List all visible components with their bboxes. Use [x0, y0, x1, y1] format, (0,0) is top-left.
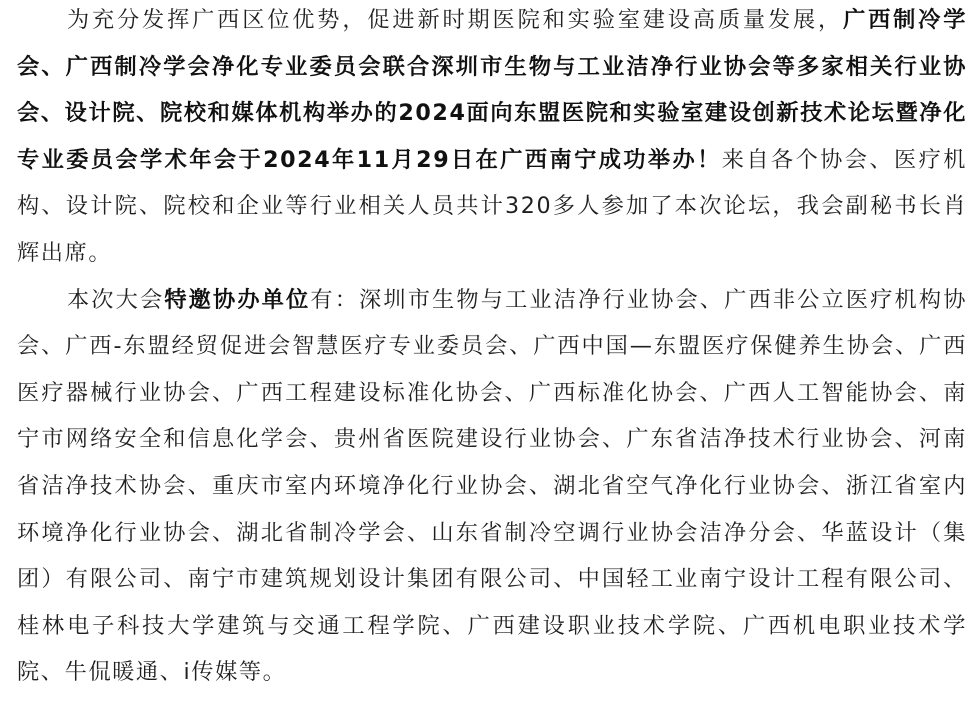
- summary-bold-text: 广西制冷学会、广西制冷学会净化专业委员会联合深圳市生物与工业洁净行业协会等多家相关行业协会、设计院、院校和媒体机构举办的2024面向东盟医院和实验室建设创新技术论坛暨净化专业委员会学术年会于2024年11月29日在广西南宁成功举办！: [17, 7, 967, 173]
- summary-lead-text: 为充分发挥广西区位优势，促进新时期医院和实验室建设高质量发展，: [66, 7, 844, 33]
- co-organizers-list-text: 有：深圳市生物与工业洁净行业协会、广西非公立医疗机构协会、广西-东盟经贸促进会智慧医疗专业委员会、广西中国—东盟医疗保健养生协会、广西医疗器械行业协会、广西工程建设标准化协会、广西标准化协会、广西人工智能协会、南宁市网络安全和信息化学会、贵州省医院建设行业协会、广东省洁净技术行业协会、河南省洁净技术协会、重庆市室内环境净化行业协会、湖北省空气净化行业协会、浙江省室内环境净化行业协会、湖北省制冷学会、山东省制冷空调行业协会洁净分会、华蓝设计（集团）有限公司、南宁市建筑规划设计集团有限公司、中国轻工业南宁设计工程有限公司、桂林电子科技大学建筑与交通工程学院、广西建设职业技术学院、广西机电职业技术学院、牛侃暖通、i传媒等。: [17, 286, 967, 686]
- article-body: [17, 0, 967, 696]
- paragraph-event-summary: [17, 0, 967, 277]
- paragraph-co-organizers: [17, 277, 967, 696]
- co-organizers-lead-text: 本次大会: [66, 286, 165, 313]
- co-organizers-bold-text: 特邀协办单位: [164, 286, 311, 313]
- summary-tail-text: 来自各个协会、医疗机构、设计院、院校和企业等行业相关人员共计320多人参加了本次论坛，我会副秘书长肖辉出席。: [17, 146, 968, 266]
